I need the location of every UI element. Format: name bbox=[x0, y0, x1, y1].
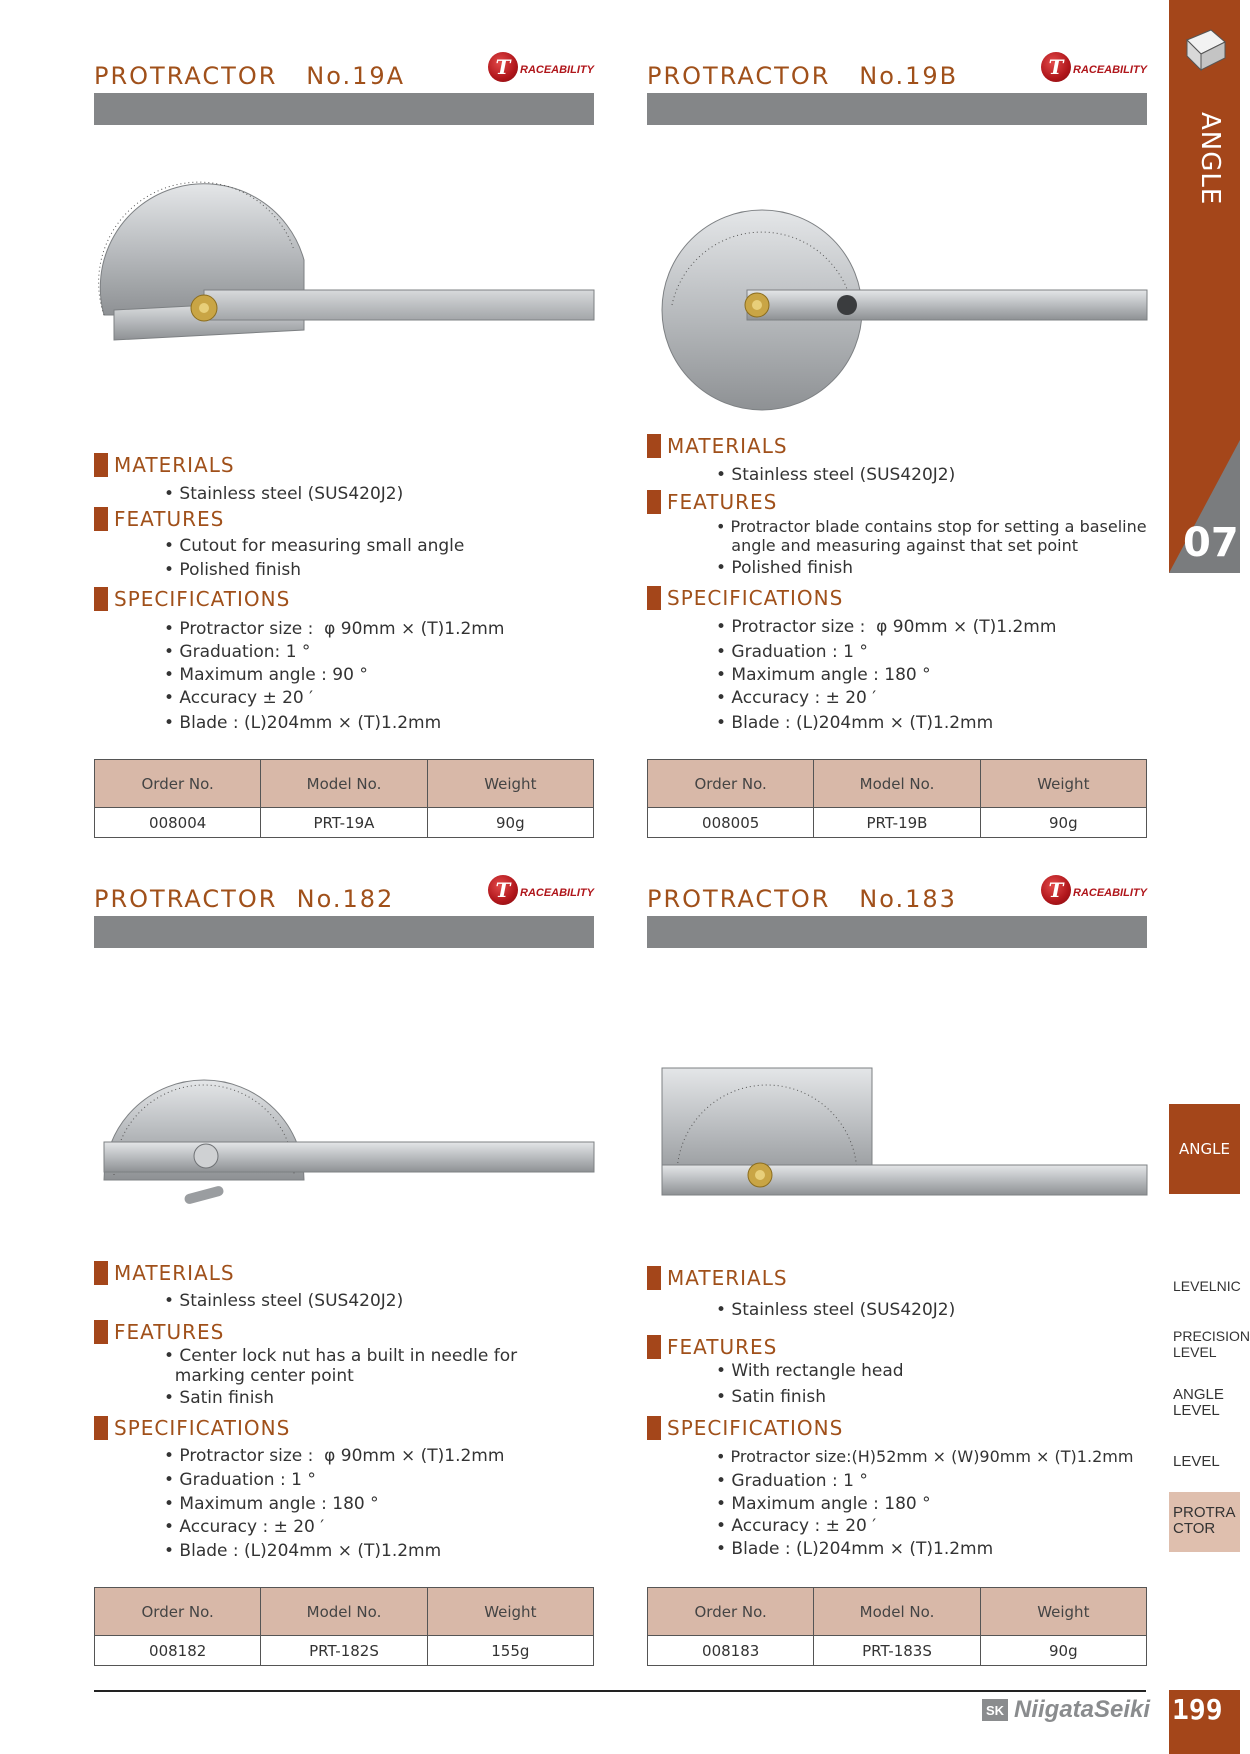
sidebar-link-angle-level[interactable]: ANGLE LEVEL bbox=[1173, 1386, 1224, 1419]
weight-header: Weight bbox=[980, 1588, 1146, 1636]
traceability-logo bbox=[1041, 50, 1147, 84]
product-photo-183 bbox=[652, 1060, 1152, 1220]
order-no-header: Order No. bbox=[648, 760, 814, 808]
feature-item: • Satin finish bbox=[716, 1387, 827, 1407]
sidebar-link-protractor[interactable]: PROTRA CTOR bbox=[1173, 1504, 1236, 1537]
traceability-logo bbox=[488, 873, 594, 907]
feature-item: • Center lock nut has a built in needle for bbox=[164, 1346, 518, 1366]
features-heading: FEATURES bbox=[94, 507, 224, 531]
feature-item: • Satin finish bbox=[164, 1388, 275, 1408]
feature-item: • Cutout for measuring small angle bbox=[164, 536, 465, 556]
spec-item: • Graduation : 1 ° bbox=[164, 1470, 316, 1490]
order-table bbox=[94, 1587, 594, 1666]
protractor-183-image bbox=[652, 1060, 1152, 1220]
protractor-box-icon bbox=[1183, 26, 1227, 80]
materials-heading: MATERIALS bbox=[94, 1261, 235, 1285]
feature-item: marking center point bbox=[164, 1366, 354, 1386]
chapter-tab bbox=[1169, 0, 1240, 573]
features-heading: FEATURES bbox=[94, 1320, 224, 1344]
materials-item: • Stainless steel (SUS420J2) bbox=[164, 1291, 404, 1311]
weight-cell: 90g bbox=[980, 808, 1146, 838]
traceability-text: RACEABILITY bbox=[1073, 887, 1147, 899]
weight-cell: 90g bbox=[980, 1636, 1146, 1666]
product-photo-19b bbox=[652, 180, 1152, 390]
protractor-19b-image bbox=[652, 180, 1152, 390]
materials-item: • Stainless steel (SUS420J2) bbox=[716, 1300, 956, 1320]
spec-item: • Accuracy : ± 20 ′ bbox=[716, 1516, 877, 1536]
spec-item: • Maximum angle : 180 ° bbox=[716, 665, 931, 685]
traceability-t-icon: T bbox=[1041, 52, 1071, 82]
traceability-text: RACEABILITY bbox=[520, 887, 594, 899]
materials-heading: MATERIALS bbox=[647, 1266, 788, 1290]
spec-item: • Accuracy : ± 20 ′ bbox=[164, 1517, 325, 1537]
specifications-heading: SPECIFICATIONS bbox=[94, 587, 290, 611]
model-no-header: Model No. bbox=[261, 760, 427, 808]
spec-item: • Protractor size : φ 90mm × (T)1.2mm bbox=[164, 619, 505, 639]
brand-name: NiigataSeiki bbox=[1014, 1696, 1151, 1723]
chapter-tab-label: ANGLE bbox=[1195, 112, 1225, 206]
order-table bbox=[647, 759, 1147, 838]
product-title: PROTRACTOR No.183 bbox=[647, 885, 957, 913]
product-title: PROTRACTOR No.19A bbox=[94, 62, 406, 90]
spec-item: • Graduation : 1 ° bbox=[716, 1471, 868, 1491]
specifications-heading: SPECIFICATIONS bbox=[647, 586, 843, 610]
spec-item: • Blade : (L)204mm × (T)1.2mm bbox=[716, 713, 994, 733]
spec-item: • Blade : (L)204mm × (T)1.2mm bbox=[164, 713, 442, 733]
order-no-cell: 008182 bbox=[95, 1636, 261, 1666]
order-table bbox=[647, 1587, 1147, 1666]
order-no-cell: 008004 bbox=[95, 808, 261, 838]
protractor-182-image bbox=[94, 1040, 604, 1220]
model-no-cell: PRT-182S bbox=[261, 1636, 427, 1666]
product-photo-19a bbox=[94, 180, 604, 390]
weight-header: Weight bbox=[427, 760, 593, 808]
spec-item: • Blade : (L)204mm × (T)1.2mm bbox=[716, 1539, 994, 1559]
product-title: PROTRACTOR No.19B bbox=[647, 62, 959, 90]
materials-heading: MATERIALS bbox=[647, 434, 788, 458]
title-underbar bbox=[94, 916, 594, 948]
feature-item: angle and measuring against that set point bbox=[716, 536, 1079, 555]
traceability-t-icon: T bbox=[1041, 875, 1071, 905]
order-no-cell: 008005 bbox=[648, 808, 814, 838]
protractor-19a-image bbox=[94, 180, 604, 390]
spec-item: • Protractor size : φ 90mm × (T)1.2mm bbox=[716, 617, 1057, 637]
traceability-t-icon: T bbox=[488, 52, 518, 82]
spec-item: • Accuracy : ± 20 ′ bbox=[716, 688, 877, 708]
specifications-heading: SPECIFICATIONS bbox=[94, 1416, 290, 1440]
brand-mark: SK bbox=[982, 1699, 1008, 1721]
feature-item: • Polished finish bbox=[164, 560, 302, 580]
traceability-logo bbox=[1041, 873, 1147, 907]
spec-item: • Maximum angle : 180 ° bbox=[716, 1494, 931, 1514]
spec-item: • Accuracy ± 20 ′ bbox=[164, 688, 313, 708]
weight-cell: 155g bbox=[427, 1636, 593, 1666]
spec-item: • Maximum angle : 180 ° bbox=[164, 1494, 379, 1514]
order-no-header: Order No. bbox=[648, 1588, 814, 1636]
weight-header: Weight bbox=[980, 760, 1146, 808]
sidebar-active-category[interactable]: ANGLE bbox=[1169, 1104, 1240, 1194]
footer-rule bbox=[94, 1690, 1146, 1692]
title-underbar bbox=[94, 93, 594, 125]
spec-item: • Protractor size : φ 90mm × (T)1.2mm bbox=[164, 1446, 505, 1466]
spec-item: • Blade : (L)204mm × (T)1.2mm bbox=[164, 1541, 442, 1561]
product-title: PROTRACTOR No.182 bbox=[94, 885, 395, 913]
spec-item: • Graduation: 1 ° bbox=[164, 642, 311, 662]
weight-header: Weight bbox=[427, 1588, 593, 1636]
product-photo-182 bbox=[94, 1040, 604, 1220]
feature-item: • Polished finish bbox=[716, 558, 854, 578]
traceability-text: RACEABILITY bbox=[520, 64, 594, 76]
chapter-number: 07 bbox=[1183, 520, 1239, 566]
traceability-t-icon: T bbox=[488, 875, 518, 905]
order-no-cell: 008183 bbox=[648, 1636, 814, 1666]
traceability-logo bbox=[488, 50, 594, 84]
page-number: 199 bbox=[1172, 1693, 1223, 1726]
model-no-header: Model No. bbox=[261, 1588, 427, 1636]
feature-item: • Protractor blade contains stop for setting a baseline bbox=[716, 517, 1147, 536]
model-no-header: Model No. bbox=[814, 1588, 980, 1636]
spec-item: • Maximum angle : 90 ° bbox=[164, 665, 368, 685]
order-no-header: Order No. bbox=[95, 760, 261, 808]
title-underbar bbox=[647, 916, 1147, 948]
sidebar-link-level[interactable]: LEVEL bbox=[1173, 1453, 1220, 1470]
features-heading: FEATURES bbox=[647, 1335, 777, 1359]
order-no-header: Order No. bbox=[95, 1588, 261, 1636]
sidebar-link-levelnic[interactable]: LEVELNIC bbox=[1173, 1278, 1241, 1294]
spec-item: • Protractor size:(H)52mm × (W)90mm × (T)1.2mm bbox=[716, 1447, 1134, 1466]
materials-item: • Stainless steel (SUS420J2) bbox=[164, 484, 404, 504]
materials-heading: MATERIALS bbox=[94, 453, 235, 477]
sidebar-link-precision-level[interactable]: PRECISION LEVEL bbox=[1173, 1328, 1250, 1360]
brand-logo bbox=[982, 1696, 1150, 1724]
spec-item: • Graduation : 1 ° bbox=[716, 642, 868, 662]
materials-item: • Stainless steel (SUS420J2) bbox=[716, 465, 956, 485]
feature-item: • With rectangle head bbox=[716, 1361, 904, 1381]
order-table bbox=[94, 759, 594, 838]
model-no-header: Model No. bbox=[814, 760, 980, 808]
weight-cell: 90g bbox=[427, 808, 593, 838]
model-no-cell: PRT-19A bbox=[261, 808, 427, 838]
model-no-cell: PRT-183S bbox=[814, 1636, 980, 1666]
traceability-text: RACEABILITY bbox=[1073, 64, 1147, 76]
features-heading: FEATURES bbox=[647, 490, 777, 514]
model-no-cell: PRT-19B bbox=[814, 808, 980, 838]
title-underbar bbox=[647, 93, 1147, 125]
specifications-heading: SPECIFICATIONS bbox=[647, 1416, 843, 1440]
